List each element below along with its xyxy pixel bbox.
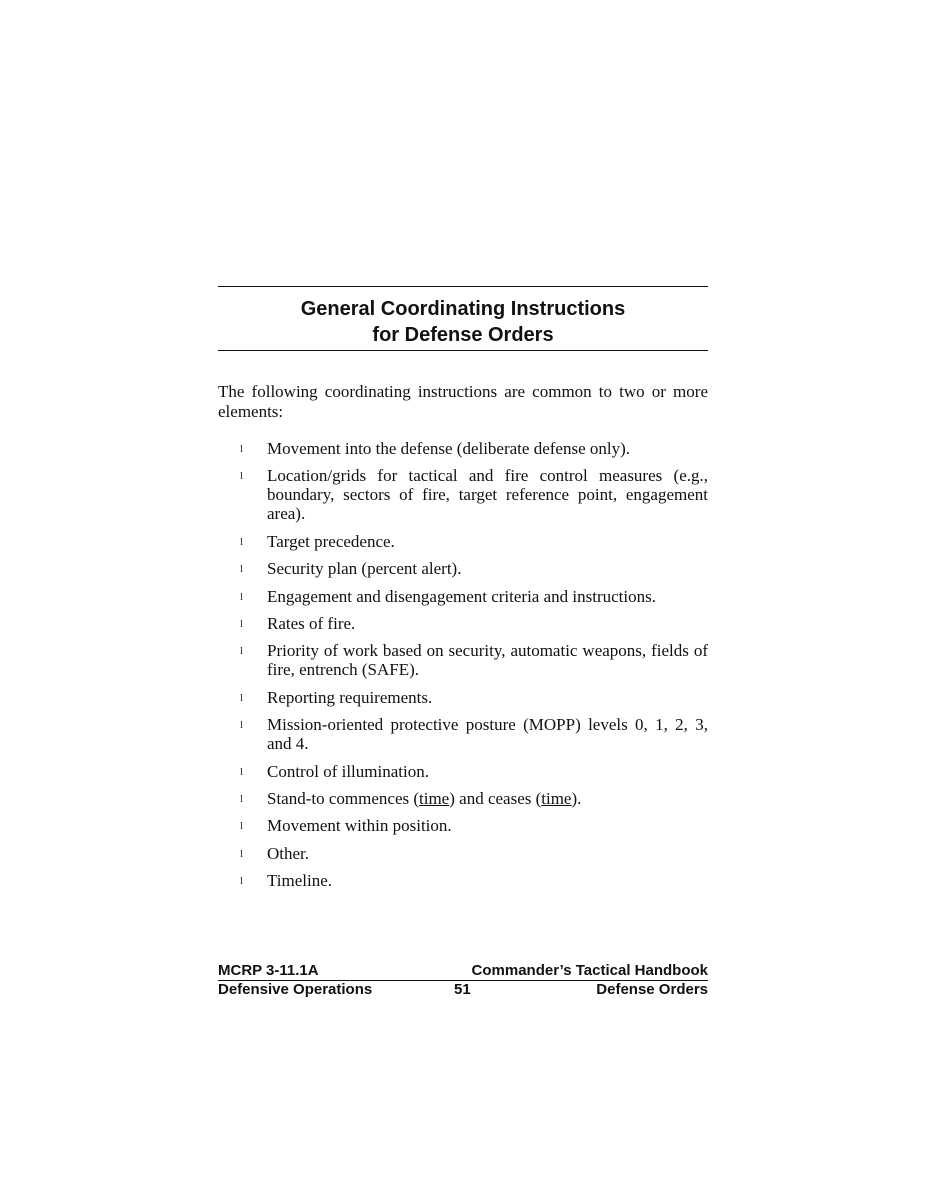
list-item-text: Reporting requirements. bbox=[267, 687, 433, 707]
list-item bbox=[218, 466, 708, 523]
instruction-list bbox=[218, 439, 708, 890]
list-item bbox=[218, 532, 708, 551]
bullet-icon: l bbox=[240, 443, 244, 455]
publication-number: MCRP 3-11.1A bbox=[218, 962, 319, 979]
title-line-2: for Defense Orders bbox=[372, 324, 554, 346]
list-item-text: Movement into the defense (deliberate defense only). bbox=[267, 439, 631, 458]
list-item-text: Rates of fire. bbox=[267, 613, 356, 633]
bullet-icon: l bbox=[240, 719, 244, 732]
stand-to-commence-time: time bbox=[419, 788, 450, 808]
intro-paragraph: The following coordinating instructions are common to two or more elements: bbox=[218, 382, 708, 421]
list-item bbox=[218, 871, 708, 890]
bullet-icon: l bbox=[240, 792, 244, 805]
list-item-text: Control of illumination. bbox=[267, 761, 429, 781]
footer-bottom-row bbox=[218, 981, 708, 999]
list-item-text: Priority of work based on security, automatic weapons, fields of fire, entrench (SAFE). bbox=[267, 641, 708, 680]
list-item bbox=[218, 816, 708, 835]
stand-to-text-end: ). bbox=[571, 788, 582, 808]
list-item bbox=[218, 789, 708, 808]
stand-to-cease-time: time bbox=[541, 788, 572, 808]
list-item-text: Movement within position. bbox=[267, 816, 452, 836]
bullet-icon: l bbox=[240, 645, 244, 658]
list-item-text: Target precedence. bbox=[267, 531, 395, 551]
section-name: Defensive Operations bbox=[218, 981, 373, 998]
bullet-icon: l bbox=[240, 765, 244, 778]
list-item bbox=[218, 559, 708, 578]
page-content bbox=[218, 286, 708, 898]
list-item bbox=[218, 844, 708, 863]
footer-top-row bbox=[218, 962, 708, 980]
list-item bbox=[218, 641, 708, 679]
title-line-1: General Coordinating Instructions bbox=[300, 298, 626, 320]
bullet-icon: l bbox=[240, 470, 244, 483]
list-item-text: Timeline. bbox=[267, 871, 333, 891]
list-item bbox=[218, 688, 708, 707]
list-item-text bbox=[267, 789, 581, 808]
list-item-text: Mission-oriented protective posture (MOPP) levels 0, 1, 2, 3, and 4. bbox=[267, 715, 708, 754]
page-title bbox=[218, 287, 708, 350]
stand-to-text-start: Stand-to commences ( bbox=[267, 788, 420, 808]
bullet-icon: l bbox=[240, 535, 244, 548]
bullet-icon: l bbox=[240, 617, 244, 630]
bullet-icon: l bbox=[240, 691, 244, 704]
chapter-name: Defense Orders bbox=[596, 981, 708, 998]
list-item-text: Security plan (percent alert). bbox=[267, 559, 462, 579]
title-bottom-rule bbox=[218, 350, 708, 351]
stand-to-text-middle: ) and ceases ( bbox=[449, 788, 542, 808]
list-item bbox=[218, 715, 708, 753]
bullet-icon: l bbox=[240, 847, 244, 860]
list-item-text: Location/grids for tactical and fire control measures (e.g., boundary, sectors of fire, target reference point, engagement area). bbox=[267, 466, 708, 524]
handbook-title: Commander’s Tactical Handbook bbox=[471, 962, 708, 979]
list-item-text: Engagement and disengagement criteria and instructions. bbox=[267, 586, 656, 606]
list-item bbox=[218, 439, 708, 458]
list-item bbox=[218, 587, 708, 606]
page-footer bbox=[218, 962, 708, 999]
list-item bbox=[218, 614, 708, 633]
bullet-icon: l bbox=[240, 590, 244, 603]
list-item bbox=[218, 762, 708, 781]
bullet-icon: l bbox=[240, 820, 244, 833]
bullet-icon: l bbox=[240, 563, 244, 576]
bullet-icon: l bbox=[240, 875, 244, 888]
list-item-text: Other. bbox=[267, 843, 310, 863]
page-number: 51 bbox=[454, 981, 471, 998]
